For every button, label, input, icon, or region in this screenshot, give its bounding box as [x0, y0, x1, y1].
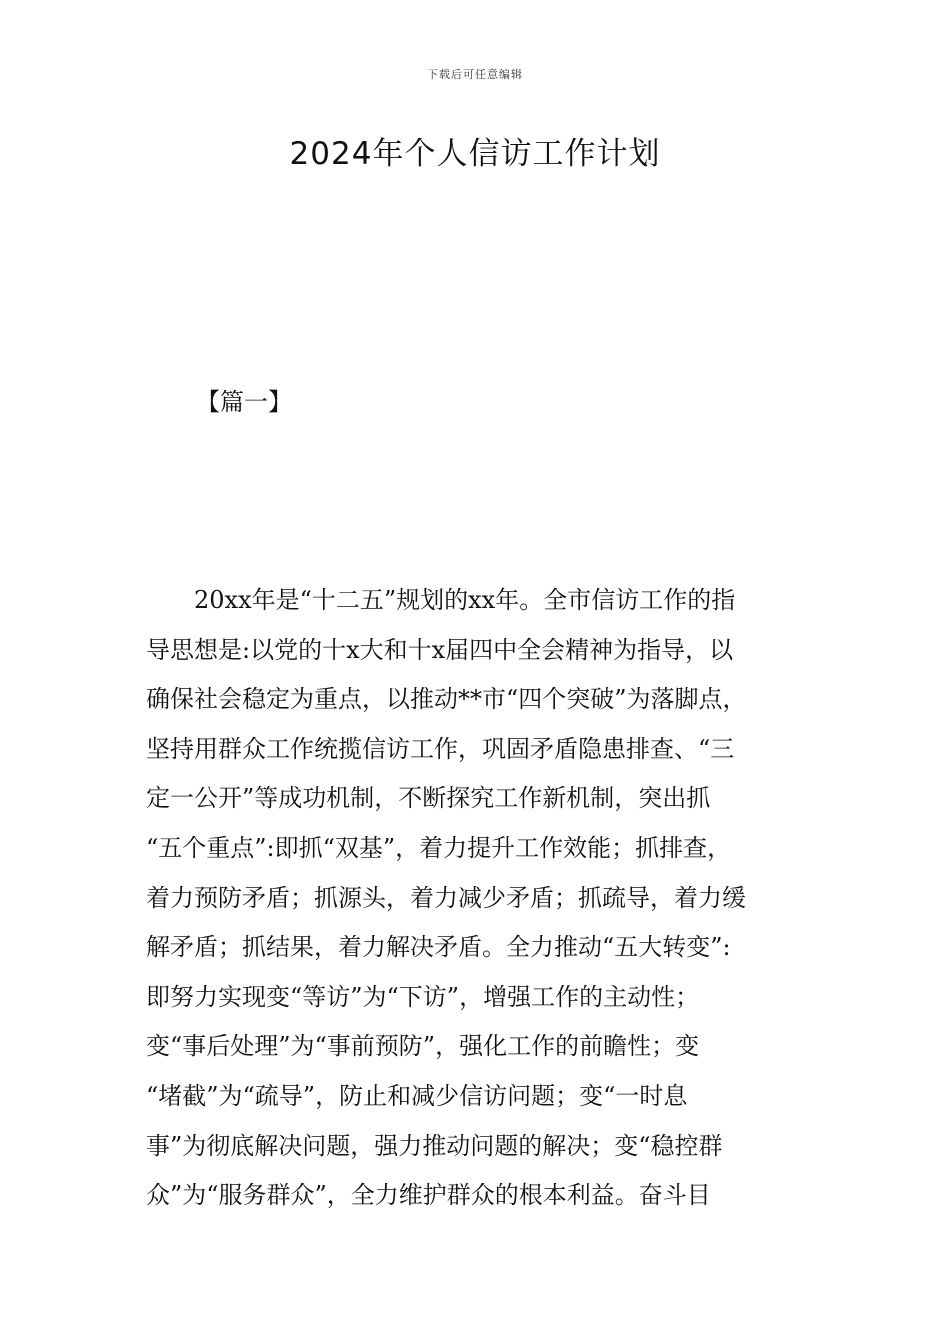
- document-title: 2024年个人信访工作计划: [289, 136, 661, 172]
- body-paragraph: [146, 576, 814, 1221]
- body-line: 定一公开”等成功机制，不断探究工作新机制，突出抓: [146, 784, 711, 813]
- body-line: 20xx年是“十二五”规划的xx年。全市信访工作的指: [194, 586, 736, 614]
- body-line: 坚持用群众工作统揽信访工作，巩固矛盾隐患排查、“三: [146, 734, 735, 763]
- body-line: “五个重点”:即抓“双基”，着力提升工作效能；抓排查，: [146, 833, 732, 862]
- body-line: 众”为“服务群众”，全力维护群众的根本利益。奋斗目: [146, 1181, 711, 1210]
- header-note: 下载后可任意编辑: [427, 68, 523, 81]
- body-line: 导思想是:以党的十x大和十x届四中全会精神为指导，以: [146, 635, 734, 664]
- section-heading: 【篇一】: [196, 388, 292, 416]
- body-line: 即努力实现变“等访”为“下访”，增强工作的主动性；: [146, 982, 700, 1011]
- body-line: 解矛盾；抓结果，着力解决矛盾。全力推动“五大转变”:: [146, 933, 731, 962]
- body-line: 变“事后处理”为“事前预防”，强化工作的前瞻性；变: [146, 1032, 700, 1061]
- body-line: “堵截”为“疏导”，防止和减少信访问题；变“一时息: [146, 1081, 688, 1110]
- body-line: 确保社会稳定为重点，以推动**市“四个突破”为落脚点，: [146, 685, 747, 714]
- body-line: 事”为彻底解决问题，强力推动问题的解决；变“稳控群: [146, 1131, 723, 1160]
- body-line: 着力预防矛盾；抓源头，着力减少矛盾；抓疏导，着力缓: [146, 883, 746, 912]
